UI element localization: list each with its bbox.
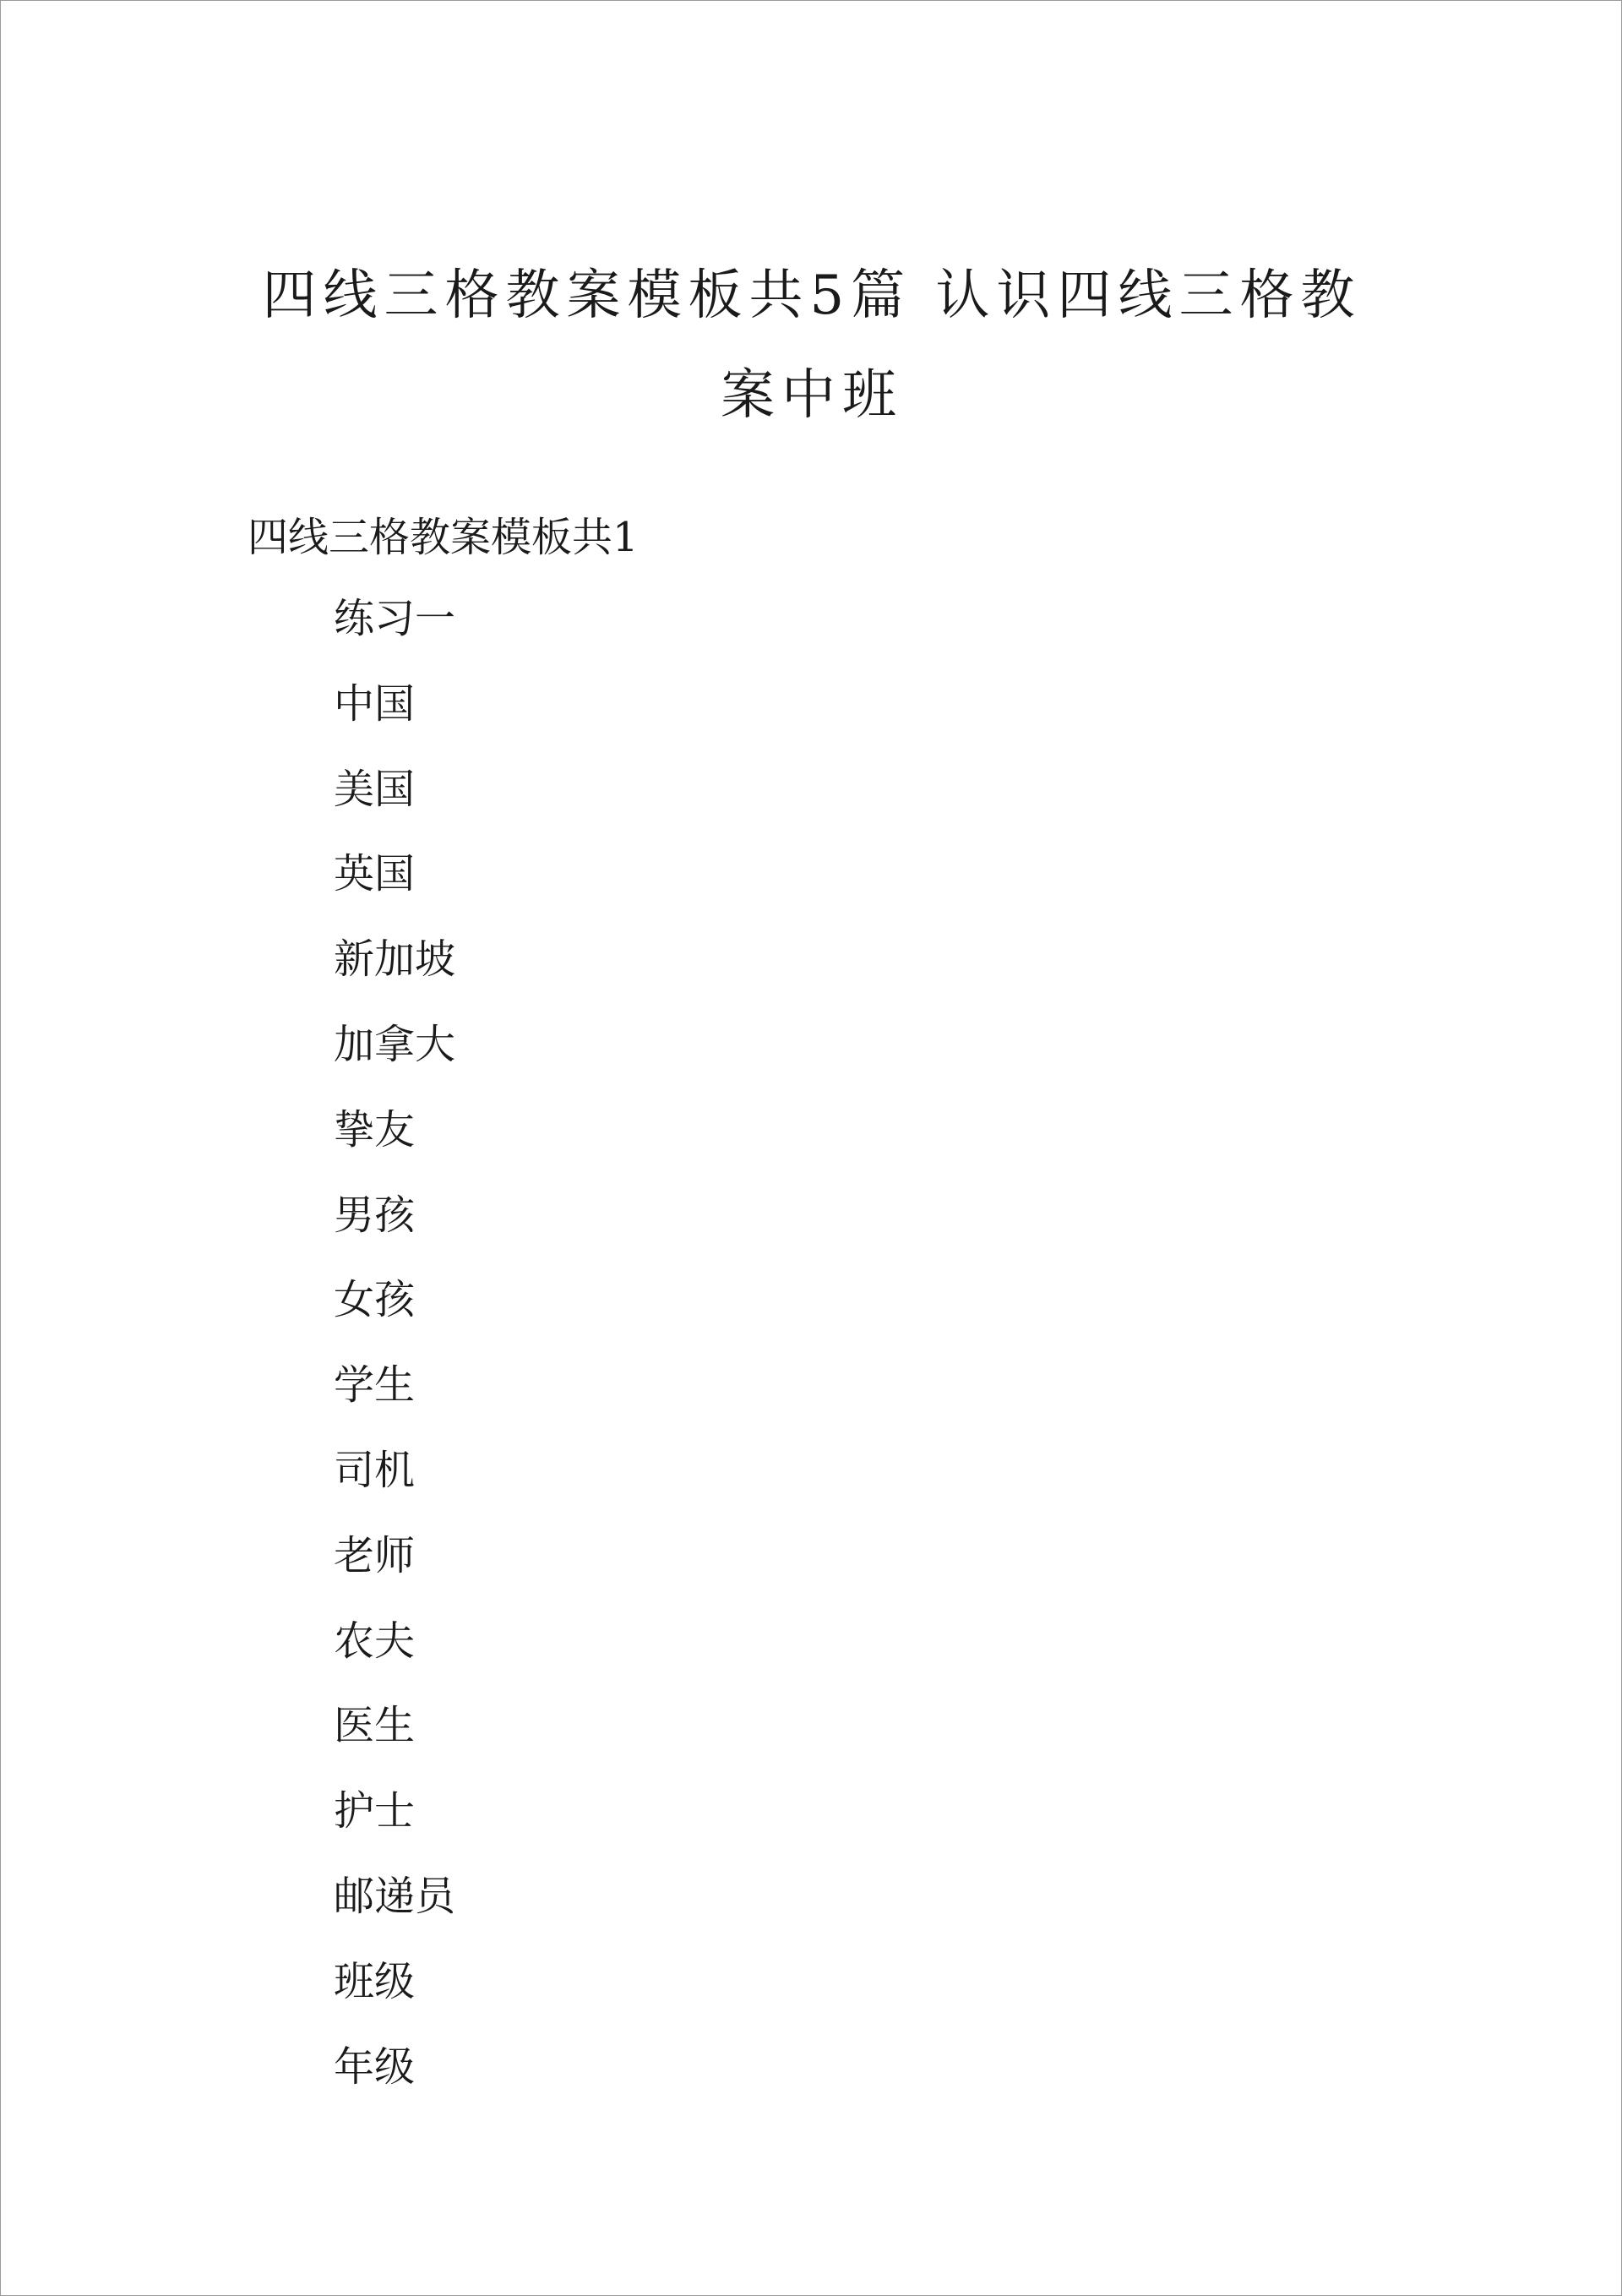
list-item: 邮递员 (334, 1872, 456, 1920)
list-item: 男孩 (334, 1191, 416, 1239)
list-item: 中国 (334, 679, 416, 728)
list-item: 美国 (334, 765, 416, 813)
list-item: 医生 (334, 1702, 416, 1750)
list-item: 年级 (334, 2042, 416, 2091)
list-item: 新加坡 (334, 935, 456, 984)
title-line-1: 四线三格教案模板共5篇 认识四线三格教 (262, 265, 1362, 327)
list-item: 挚友 (334, 1105, 416, 1153)
list-item: 女孩 (334, 1276, 416, 1324)
list-item: 英国 (334, 850, 416, 898)
list-item: 练习一 (334, 595, 456, 642)
list-item: 护士 (334, 1787, 416, 1835)
list-item: 老师 (334, 1531, 416, 1579)
list-item: 加拿大 (334, 1020, 456, 1068)
list-item: 学生 (334, 1361, 416, 1410)
list-item: 班级 (334, 1957, 416, 2005)
list-item: 农夫 (334, 1617, 416, 1665)
section-heading: 四线三格教案模板共1 (248, 514, 639, 561)
document-title (237, 246, 1386, 445)
list-item: 司机 (334, 1446, 416, 1494)
vocabulary-list (334, 589, 455, 2122)
title-line-2: 案中班 (721, 364, 903, 427)
